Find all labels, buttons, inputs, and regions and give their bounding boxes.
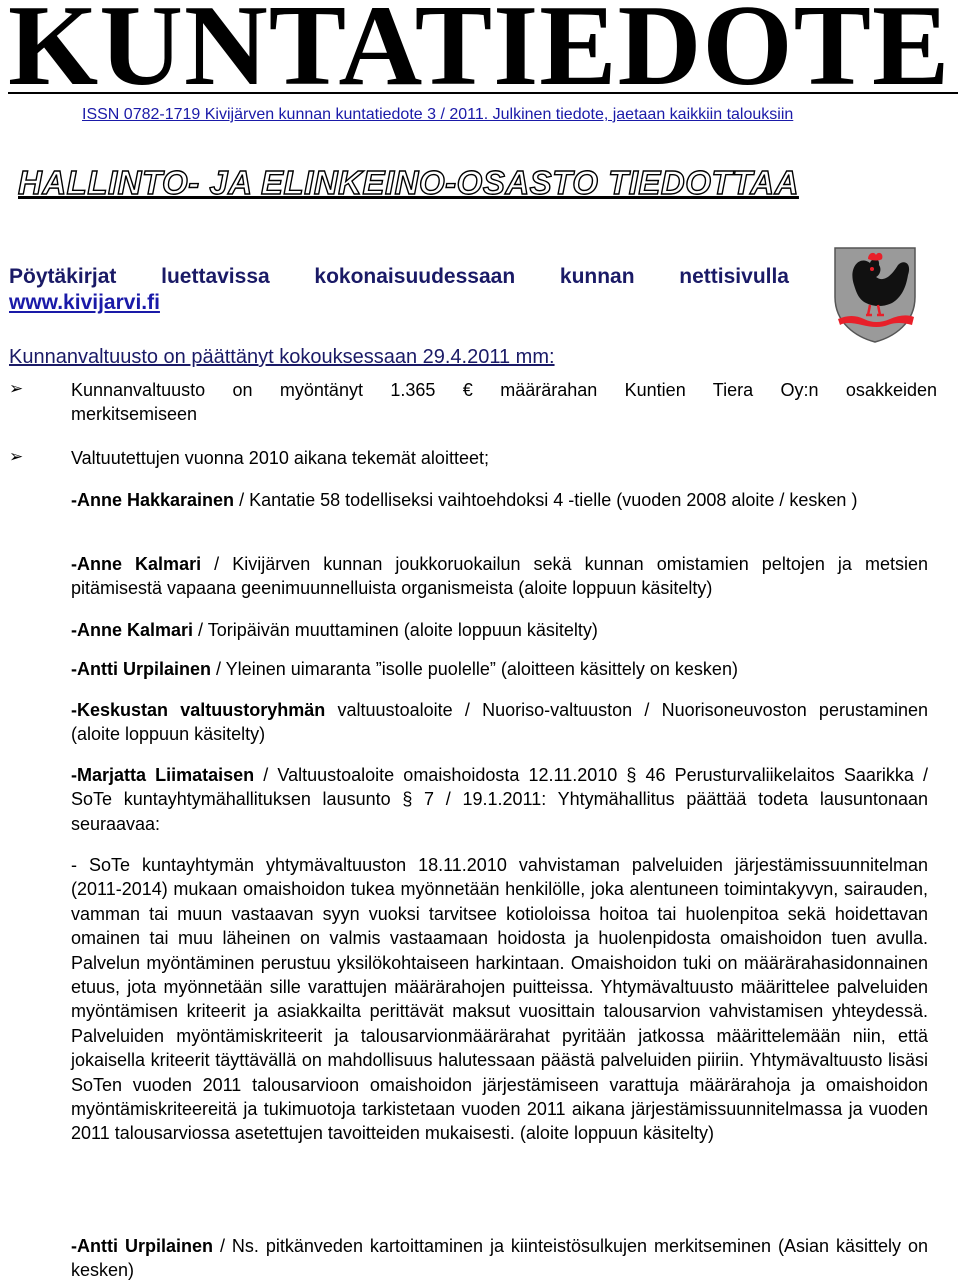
masthead-rule [8,92,958,94]
initiative-text: / Kivijärven kunnan joukkoruokailun sekä kunnan omistamien peltojen ja metsien pitämisestä vapaana geenimuunnelluista organismeista (aloite loppuun käsitelty) [71,554,928,599]
initiative-author: -Anne Hakkarainen [71,490,235,510]
initiative-item [71,763,928,836]
initiative-item [71,488,928,512]
initiative-text: / Ns. pitkänveden kartoittaminen ja kiinteistösulkujen merkitseminen (Asian käsittely on kesken) [71,1236,928,1281]
initiative-text: / Toripäivän muuttaminen (aloite loppuun käsitelty) [193,620,598,640]
initiative-author: -Keskustan valtuustoryhmän [71,700,326,720]
initiative-author: -Antti Urpilainen [71,659,211,679]
initiative-text: / Kantatie 58 todelliseksi vaihtoehdoksi 4 -tielle (vuoden 2008 aloite / kesken ) [234,490,858,510]
statement-paragraph [71,853,928,1146]
initiative-item [71,657,928,681]
decisions-heading: Kunnanvaltuusto on päättänyt kokouksessaan 29.4.2011 mm: [9,346,555,368]
initiative-text: valtuustoaloite / Nuoriso-valtuuston / Nuorisoneuvoston perustaminen (aloite loppuun käsitelty) [71,700,928,745]
statement-text: - SoTe kuntayhtymän yhtymävaltuuston 18.11.2010 vahvistaman palveluiden järjestämissuunnitelman (2011-2014) mukaan omaishoidon tukea myönnetään henkilölle, joka alentuneen toimintakyvyn, sairauden, vamman tai muun vastaavan syyn vuoksi tarvitsee kotioloissa hoitoa tai huolenpitoa sekä hoidettavan omainen tai muu läheinen on valmis vastaamaan hoidosta ja huolenpidosta omaishoidon tuen avulla. Palvelun myöntäminen perustuu yksilökohtaiseen harkintaan. Omaishoidon tuki on määrärahasidonnainen etuus, jota myönnetään sille varattujen määrärahojen puitteissa. Yhtymävaltuusto määrittelee palveluiden myöntämisen kriteerit ja asiakkailta perittävät maksut vuosittain talousarvion vahvistamisen yhteydessä. Palveluiden myöntämiskriteerit ja talousarvionmäärärahat pyritään jatkossa määrittelemään niin, että jokaisella kriteerit täyttävällä on mahdollisuus halutessaan päästä palveluiden piiriin. Yhtymävaltuusto lisäsi SoTen vuoden 2011 talousarvioon omaishoidon järjestämiseen varattuja määrärahoja ja omaishoidon myöntämiskriteereitä ja tukimuotoja tarkistetaan vuoden 2011 aikana järjestämissuunnitelmassa ja vuoden 2011 talousarviossa asetettujen tavoitteiden mukaisesti. (aloite loppuun käsitelty) [71,855,928,1144]
issn-line[interactable]: ISSN 0782-1719 Kivijärven kunnan kuntatiedote 3 / 2011. Julkinen tiedote, jaetaan kaikkiin talouksiin [82,106,794,123]
arrow-bullet-icon: ➢ [9,447,24,466]
initiative-item [71,552,928,601]
bullet-text: Valtuutettujen vuonna 2010 aikana tekemät aloitteet; [71,448,489,468]
rooster-coat-of-arms-icon [832,245,918,343]
initiative-item [71,1234,928,1283]
bullet-text-continuation: merkitsemiseen [71,404,198,424]
initiative-author: -Marjatta Liimataisen [71,765,255,785]
initiative-author: -Antti Urpilainen [71,1236,213,1256]
masthead-title: KUNTATIEDOTE [8,0,951,110]
website-link[interactable]: www.kivijarvi.fi [9,291,160,314]
arrow-bullet-icon: ➢ [9,379,24,398]
publication-note: Pöytäkirjat luettavissa kokonaisuudessaan kunnan nettisivulla [9,265,789,288]
initiative-author: -Anne Kalmari [71,620,194,640]
initiative-item [71,698,928,747]
initiative-item [71,618,928,642]
bullet-text: Kunnanvaltuusto on myöntänyt 1.365 € määrärahan Kuntien Tiera Oy:n osakkeiden [71,380,937,400]
section-title: HALLINTO- JA ELINKEINO-OSASTO TIEDOTTAA [18,164,799,201]
initiative-author: -Anne Kalmari [71,554,202,574]
initiative-text: / Yleinen uimaranta ”isolle puolelle” (aloitteen käsittely on kesken) [211,659,738,679]
initiative-text: / Valtuustoaloite omaishoidosta 12.11.2010 § 46 Perusturvaliikelaitos Saarikka / SoTe kuntayhtymähallituksen lausunto § 7 / 19.1.2011: Yhtymähallitus päättää todeta lausuntonaan seuraavaa: [71,765,928,834]
